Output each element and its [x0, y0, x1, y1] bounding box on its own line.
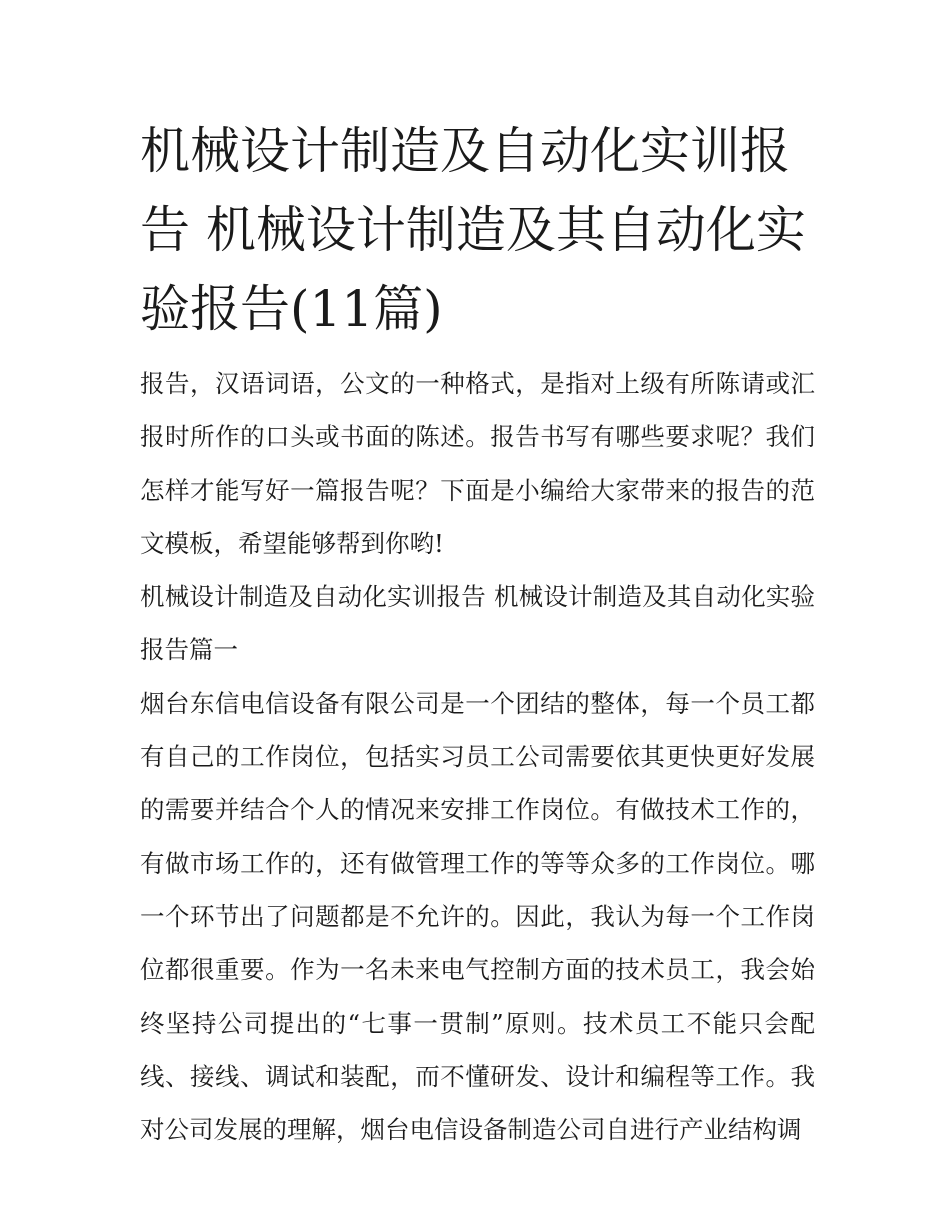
document-title: 机械设计制造及自动化实训报告 机械设计制造及其自动化实验报告(11篇)	[140, 122, 806, 338]
intro-paragraph: 报告，汉语词语，公文的一种格式，是指对上级有所陈请或汇报时所作的口头或书面的陈述。报告书写有哪些要求呢？我们怎样才能写好一篇报告呢？下面是小编给大家带来的报告的范文模板，希望能够帮到你哟!	[140, 369, 815, 558]
body-paragraph: 烟台东信电信设备有限公司是一个团结的整体，每一个员工都有自己的工作岗位，包括实习员工公司需要依其更快更好发展的需要并结合个人的情况来安排工作岗位。有做技术工作的，有做市场工作的，还有做管理工作的等等众多的工作岗位。哪一个环节出了问题都是不允许的。因此，我认为每一个工作岗位都很重要。作为一名未来电气控制方面的技术员工，我会始终坚持公司提出的“七事一贯制”原则。技术员工不能只会配线、接线、调试和装配，而不懂研发、设计和编程等工作。我对公司发展的理解，烟台电信设备制造公司自进行产业结构调	[140, 688, 815, 1145]
section-heading: 机械设计制造及自动化实训报告 机械设计制造及其自动化实验报告篇一	[140, 582, 815, 665]
document-page	[140, 112, 815, 1156]
